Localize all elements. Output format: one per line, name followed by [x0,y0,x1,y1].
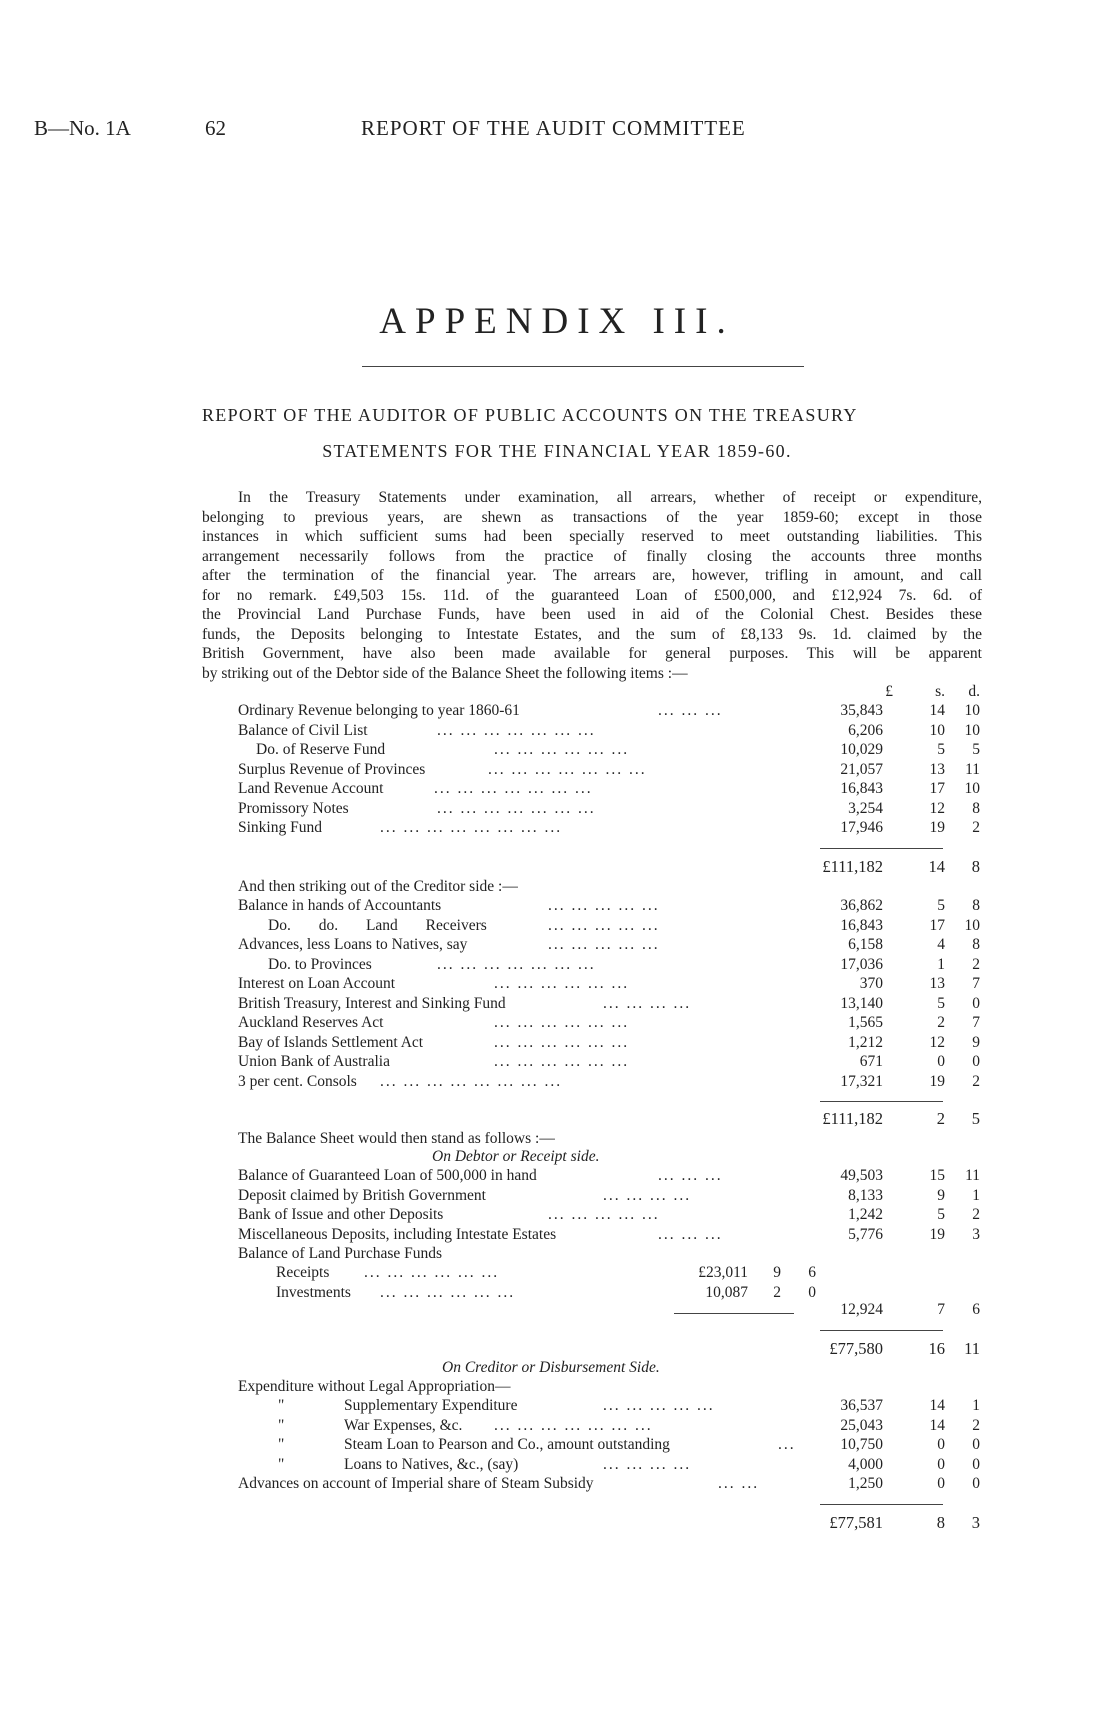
receipt-item-row [238,1205,980,1225]
pounds-value: 17,946 [840,819,883,836]
shillings-value: 2 [937,1014,945,1031]
creditor-total-row [238,1109,980,1129]
item-label: Balance of Civil List [238,721,368,739]
leader-dots: ... ... ... ... ... ... [494,1033,630,1051]
receipt-item-row [238,1166,980,1186]
shillings-value: 12 [929,799,945,817]
leader-dots: ... ... ... ... ... ... ... [494,1416,653,1434]
item-label: British Treasury, Interest and Sinking Fund [238,994,506,1012]
total-rule [820,1504,943,1505]
leader-dots: ... ... ... ... ... [548,936,660,953]
shillings-value: 14 [929,702,945,719]
shillings-value: 7 [937,1301,945,1318]
total-pounds: £77,581 [829,1513,883,1532]
title-divider [362,366,804,367]
shillings-value: 0 [937,1436,945,1453]
shillings-value: 9 [937,1186,945,1204]
item-label: Investments [276,1283,351,1301]
pence-value: 7 [972,1014,980,1031]
receipt-item-row [238,1225,980,1245]
shillings-value: 5 [937,741,945,758]
item-label: Advances, less Loans to Natives, say [238,936,468,953]
shillings-value: 19 [929,1225,945,1243]
shillings-value: 14 [929,1416,945,1434]
leader-dots: ... ... ... ... ... ... [380,1283,516,1301]
shillings-value: 13 [929,975,945,992]
shillings-value: 5 [937,994,945,1012]
pounds-value: 17,036 [840,955,883,973]
shillings-value: 14 [929,1397,945,1414]
leader-dots: ... ... ... ... ... ... ... ... [380,1072,563,1090]
pence-value: 10 [964,916,980,934]
shillings-value: 19 [929,819,945,836]
land-purchase-net-row [238,1300,980,1320]
appendix-title: APPENDIX III. [379,301,735,342]
pence-value: 7 [972,975,980,992]
item-label: Bay of Islands Settlement Act [238,1033,424,1051]
total-pence: 5 [971,1109,980,1128]
sub-amount: 10,087 [705,1283,748,1301]
item-label: Do. do. Land Receivers [268,916,487,934]
debtor-item-row [238,818,980,838]
shillings-value: 0 [937,1475,945,1492]
debtor-item-row [238,799,980,819]
shillings-value: 1 [937,955,945,973]
pounds-value: 5,776 [848,1225,883,1243]
expenditure-item-row [238,1435,980,1455]
expenditure-heading: Expenditure without Legal Appropriation— [238,1378,511,1395]
pence-value: 0 [972,1053,980,1070]
creditor-intro: And then striking out of the Creditor side :— [238,878,518,895]
shillings-header: s. [935,683,945,700]
report-title-line-2: STATEMENTS FOR THE FINANCIAL YEAR 1859-60. [322,441,792,461]
intro-line: instances in which sufficient sums had been specially reserved to meet outstanding liabilities. This [202,528,982,545]
total-shillings: 2 [936,1109,945,1128]
intro-line: by striking out of the Debtor side of the Balance Sheet the following items :— [202,664,688,682]
leader-dots: ... ... ... ... [603,1455,692,1473]
debtor-item-row [238,721,980,741]
total-pence: 8 [971,857,980,876]
shillings-value: 19 [929,1072,945,1090]
receipt-total-row [238,1339,980,1359]
pence-value: 2 [972,1416,980,1434]
pounds-value: 1,212 [848,1033,883,1051]
item-label: Land Revenue Account [238,780,384,797]
expenditure-item-row [238,1455,980,1475]
item-label: Sinking Fund [238,819,322,836]
leader-dots: ... ... ... ... ... ... ... ... [380,819,563,836]
debtor-total-row [238,857,980,877]
document-id: B—No. 1A [34,116,131,140]
creditor-item-row [238,1052,980,1072]
pounds-value: 6,206 [848,721,883,739]
leader-dots: ... ... [718,1475,760,1492]
leader-dots: ... ... ... ... ... ... [494,975,630,992]
shillings-value: 0 [937,1053,945,1070]
leader-dots: ... ... ... ... ... ... [364,1264,500,1281]
pounds-header: £ [885,683,893,700]
pounds-value: 13,140 [840,994,883,1012]
pounds-value: 49,503 [840,1167,883,1184]
creditor-item-row [238,896,980,916]
pence-value: 1 [972,1397,980,1414]
page-number: 62 [205,116,226,140]
item-label: Receipts [276,1264,330,1281]
intro-line: In the Treasury Statements under examination, all arrears, whether of receipt or expenditure, [238,489,982,506]
leader-dots: ... ... ... ... [603,1186,692,1204]
pence-value: 11 [965,1167,980,1184]
shillings-value: 5 [937,1206,945,1223]
item-label: Do. of Reserve Fund [256,741,386,758]
debtor-item-row [238,760,980,780]
pounds-value: 21,057 [840,760,883,778]
creditor-item-row [238,974,980,994]
total-pence: 11 [964,1339,980,1358]
intro-line: funds, the Deposits belonging to Intestate Estates, and the sum of £8,133 9s. 1d. claimed by the [202,625,982,643]
total-pence: 3 [971,1513,980,1532]
item-label: Steam Loan to Pearson and Co., amount outstanding [344,1436,670,1453]
pounds-value: 10,750 [840,1436,883,1453]
total-shillings: 8 [936,1513,945,1532]
pounds-value: 1,242 [848,1206,883,1223]
creditor-item-row [238,1013,980,1033]
leader-dots: ... ... ... ... ... [548,916,660,934]
land-purchase-row [238,1263,980,1283]
pence-value: 0 [972,1436,980,1453]
pence-value: 11 [965,760,980,778]
shillings-value: 15 [929,1167,945,1184]
total-pounds: £111,182 [822,857,883,876]
sub-shillings: 2 [773,1283,781,1301]
pounds-value: 370 [859,975,883,992]
pence-value: 0 [972,1455,980,1473]
item-label: Union Bank of Australia [238,1053,390,1070]
pounds-value: 36,537 [840,1397,883,1414]
disbursement-total-row [238,1513,980,1533]
item-label: Do. to Provinces [268,955,372,973]
leader-dots: ... ... ... ... ... [548,897,660,914]
item-label: Balance in hands of Accountants [238,897,442,914]
pounds-value: 10,029 [840,741,883,758]
creditor-item-row [238,1072,980,1092]
pence-value: 10 [964,702,980,719]
sub-amount: £23,011 [698,1264,748,1281]
item-label: War Expenses, &c. [344,1416,463,1434]
shillings-value: 10 [929,721,945,739]
item-label: Bank of Issue and other Deposits [238,1206,444,1223]
pence-value: 1 [972,1186,980,1204]
leader-dots: ... ... ... ... ... ... [494,1053,630,1070]
pence-value: 8 [972,897,980,914]
pence-value: 6 [972,1301,980,1318]
total-pounds: £77,580 [829,1339,883,1358]
item-label: Advances on account of Imperial share of Steam Subsidy [238,1475,594,1492]
leader-dots: ... [778,1436,796,1453]
item-label: 3 per cent. Consols [238,1072,357,1090]
pence-header: d. [968,683,980,700]
item-label: Deposit claimed by British Government [238,1186,486,1204]
advances-item-row [238,1474,980,1494]
pounds-value: 12,924 [840,1301,883,1318]
leader-dots: ... ... ... ... ... [603,1397,715,1414]
sub-shillings: 9 [773,1264,781,1281]
pounds-value: 3,254 [848,799,883,817]
total-rule [820,1330,943,1331]
pounds-value: 6,158 [848,936,883,953]
pounds-value: 36,862 [840,897,883,914]
pence-value: 2 [972,819,980,836]
pence-value: 2 [972,1206,980,1223]
total-rule [820,1101,943,1102]
item-label: Loans to Natives, &c., (say) [344,1455,519,1473]
pence-value: 2 [972,955,980,973]
item-label: Interest on Loan Account [238,975,396,992]
leader-dots: ... ... ... ... [603,994,692,1012]
intro-line: arrangement necessarily follows from the practice of finally closing the accounts three months [202,547,982,565]
land-purchase-heading: Balance of Land Purchase Funds [238,1245,443,1262]
pence-value: 5 [972,741,980,758]
leader-dots: ... ... ... ... ... ... ... [434,780,593,797]
sub-pence: 6 [808,1264,816,1281]
pounds-value: 8,133 [848,1186,883,1204]
debtor-side-heading: On Debtor or Receipt side. [432,1148,600,1165]
pence-value: 10 [964,780,980,797]
creditor-item-row [238,994,980,1014]
shillings-value: 17 [929,780,945,797]
debtor-item-row [238,701,980,721]
leader-dots: ... ... ... ... ... ... [494,1014,630,1031]
ditto-mark: " [278,1397,285,1414]
pounds-value: 1,565 [848,1014,883,1031]
running-title: REPORT OF THE AUDIT COMMITTEE [361,116,746,140]
sub-pence: 0 [808,1283,816,1301]
pence-value: 2 [972,1072,980,1090]
debtor-item-row [238,740,980,760]
ditto-mark: " [278,1416,285,1434]
receipt-item-row [238,1186,980,1206]
report-title-line-1: REPORT OF THE AUDITOR OF PUBLIC ACCOUNTS ON THE TREASURY [202,405,858,425]
pence-value: 9 [972,1033,980,1051]
leader-dots: ... ... ... ... ... ... ... [437,799,596,817]
expenditure-item-row [238,1396,980,1416]
creditor-item-row [238,1033,980,1053]
intro-line: for no remark. £49,503 15s. 11d. of the guaranteed Loan of £500,000, and £12,924 7s. 6d. of [202,586,982,604]
item-label: Ordinary Revenue belonging to year 1860-61 [238,702,520,719]
shillings-value: 17 [929,916,945,934]
pounds-value: 25,043 [840,1416,883,1434]
pence-value: 10 [964,721,980,739]
item-label: Surplus Revenue of Provinces [238,760,426,778]
leader-dots: ... ... ... [658,1167,723,1184]
intro-line: British Government, have also been made available for general purposes. This will be apparent [202,645,982,662]
intro-line: after the termination of the financial year. The arrears are, however, trifling in amount, and call [202,567,982,584]
shillings-value: 4 [937,936,945,953]
item-label: Miscellaneous Deposits, including Intestate Estates [238,1225,557,1243]
total-rule [820,848,943,849]
pounds-value: 1,250 [848,1475,883,1492]
pounds-value: 16,843 [840,916,883,934]
total-shillings: 16 [928,1339,945,1358]
intro-line: the Provincial Land Purchase Funds, have been used in aid of the Colonial Chest. Besides these [202,606,982,623]
intro-line: belonging to previous years, are shewn as transactions of the year 1859-60; except in those [202,508,982,526]
shillings-value: 5 [937,897,945,914]
expenditure-item-row [238,1416,980,1436]
leader-dots: ... ... ... ... ... ... ... [488,760,647,778]
pounds-value: 17,321 [840,1072,883,1090]
shillings-value: 13 [929,760,945,778]
pence-value: 3 [972,1225,980,1243]
leader-dots: ... ... ... ... ... ... [494,741,630,758]
ditto-mark: " [278,1436,285,1453]
total-shillings: 14 [928,857,945,876]
creditor-item-row [238,916,980,936]
leader-dots: ... ... ... ... ... ... ... [437,955,596,973]
pounds-value: 35,843 [840,702,883,719]
leader-dots: ... ... ... [658,702,723,719]
item-label: Supplementary Expenditure [344,1397,518,1414]
pence-value: 0 [972,1475,980,1492]
pounds-value: 16,843 [840,780,883,797]
creditor-item-row [238,955,980,975]
pence-value: 8 [972,799,980,817]
pence-value: 0 [972,994,980,1012]
pounds-value: 671 [859,1053,883,1070]
ditto-mark: " [278,1455,285,1473]
item-label: Balance of Guaranteed Loan of 500,000 in hand [238,1167,537,1184]
leader-dots: ... ... ... ... ... ... ... [437,721,596,739]
item-label: Auckland Reserves Act [238,1014,384,1031]
item-label: Promissory Notes [238,799,349,817]
balance-intro: The Balance Sheet would then stand as follows :— [238,1130,555,1147]
pence-value: 8 [972,936,980,953]
leader-dots: ... ... ... ... ... [548,1206,660,1223]
shillings-value: 0 [937,1455,945,1473]
leader-dots: ... ... ... [658,1225,723,1243]
shillings-value: 12 [929,1033,945,1051]
total-pounds: £111,182 [822,1109,883,1128]
creditor-side-heading: On Creditor or Disbursement Side. [442,1359,660,1376]
pounds-value: 4,000 [848,1455,883,1473]
column-header-row [238,682,980,702]
debtor-item-row [238,779,980,799]
creditor-item-row [238,935,980,955]
